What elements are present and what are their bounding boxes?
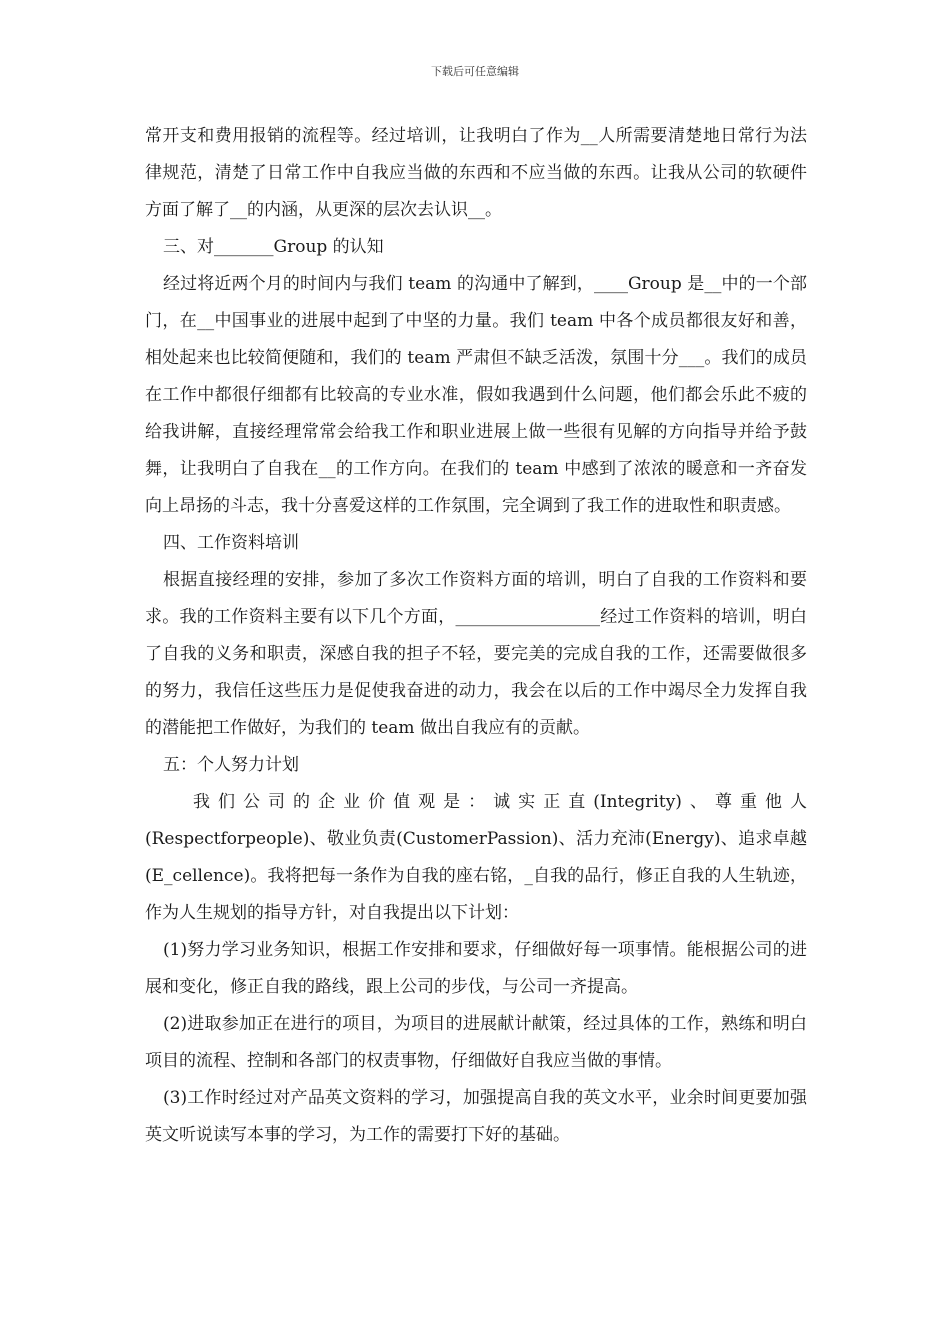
plan-item-3: (3)工作时经过对产品英文资料的学习，加强提高自我的英文水平，业余时间更要加强英文听说读写本事的学习，为工作的需要打下好的基础。 <box>145 1088 807 1145</box>
paragraph-company-values: 我们公司的企业价值观是：诚实正直(Integrity)、尊重他人(Respectforpeople)、敬业负责(CustomerPassion)、活力充沛(Energy)、追求卓越(E_cellence)。我将把每一条作为自我的座右铭，_自我的品行，修正自我的人生轨迹，作为人生规划的指导方针，对自我提出以下计划： <box>145 792 807 923</box>
page-header: 下载后可任意编辑 <box>431 65 519 78</box>
paragraph-team-communication: 经过将近两个月的时间内与我们 team 的沟通中了解到，____Group 是__中的一个部门，在__中国事业的进展中起到了中坚的力量。我们 team 中各个成员都很友好和善，相处起来也比较简便随和，我们的 team 严肃但不缺乏活泼，氛围十分___。我们的成员在工作中都很仔细都有比较高的专业水准，假如我遇到什么问题，他们都会乐此不疲的给我讲解，直接经理常常会给我工作和职业进展上做一些很有见解的方向指导并给予鼓舞，让我明白了自我在__的工作方向。在我们的 team 中感到了浓浓的暖意和一齐奋发向上昂扬的斗志，我十分喜爱这样的工作氛围，完全调到了我工作的进取性和职责感。 <box>145 274 807 516</box>
paragraph-reimbursement-training: 常开支和费用报销的流程等。经过培训，让我明白了作为__人所需要清楚地日常行为法律规范，清楚了日常工作中自我应当做的东西和不应当做的东西。让我从公司的软硬件方面了解了__的内涵，从更深的层次去认识__。 <box>145 126 807 220</box>
section-heading-group-understanding: 三、对_______Group 的认知 <box>163 237 384 257</box>
section-heading-personal-plan: 五：个人努力计划 <box>163 755 299 775</box>
plan-item-1: (1)努力学习业务知识，根据工作安排和要求，仔细做好每一项事情。能根据公司的进展和变化，修正自我的路线，跟上公司的步伐，与公司一齐提高。 <box>145 940 807 997</box>
paragraph-work-training: 根据直接经理的安排，参加了多次工作资料方面的培训，明白了自我的工作资料和要求。我的工作资料主要有以下几个方面，_________________经过工作资料的培训，明白了自我的义务和职责，深感自我的担子不轻，要完美的完成自我的工作，还需要做很多的努力，我信任这些压力是促使我奋进的动力，我会在以后的工作中竭尽全力发挥自我的潜能把工作做好，为我们的 team 做出自我应有的贡献。 <box>145 570 807 738</box>
document-body <box>145 118 807 1154</box>
section-heading-work-training: 四、工作资料培训 <box>163 533 299 553</box>
plan-item-2: (2)进取参加正在进行的项目，为项目的进展献计献策，经过具体的工作，熟练和明白项目的流程、控制和各部门的权责事物，仔细做好自我应当做的事情。 <box>145 1014 807 1071</box>
